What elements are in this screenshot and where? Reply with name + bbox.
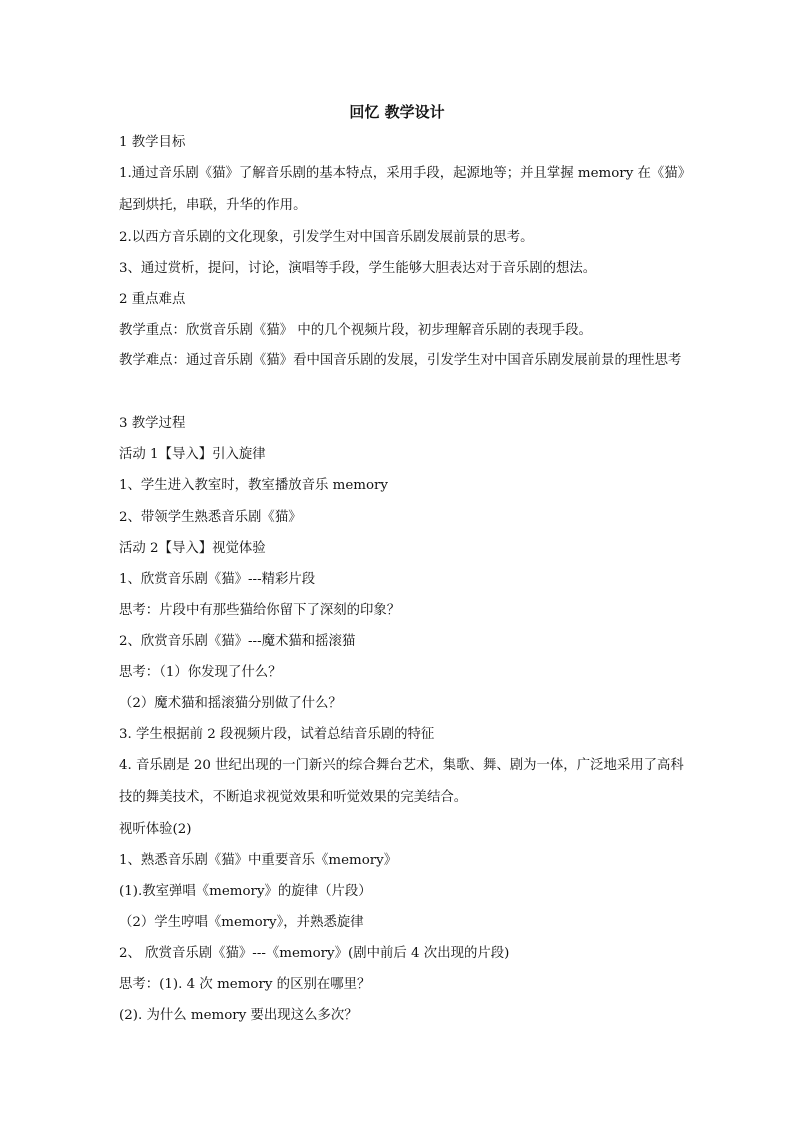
audiovisual-step-2: 2、 欣赏音乐剧《猫》---《memory》(剧中前后 4 次出现的片段)	[119, 946, 510, 961]
activity-2-step-2: 2、欣赏音乐剧《猫》---魔术猫和摇滚猫	[119, 634, 356, 649]
objective-1: 1.通过音乐剧《猫》了解音乐剧的基本特点，采用手段，起源地等；并且掌握 memory 在《猫》起到烘托，串联，升华的作用。	[119, 166, 685, 213]
audiovisual-step-1: 1、熟悉音乐剧《猫》中重要音乐《memory》	[119, 853, 398, 868]
activity-1-heading: 活动 1【导入】引入旋律	[119, 447, 266, 462]
document-title: 回忆 教学设计	[349, 103, 445, 121]
section-heading-key-points: 2 重点难点	[119, 292, 186, 307]
activity-2-step-1: 1、欣赏音乐剧《猫》---精彩片段	[119, 572, 316, 587]
activity-2-question-2b: （2）魔术猫和摇滚猫分别做了什么？	[119, 696, 342, 711]
teaching-difficulty: 教学难点：通过音乐剧《猫》看中国音乐剧的发展，引发学生对中国音乐剧发展前景的理性思考	[119, 353, 682, 368]
activity-2-question-2: 思考：（1）你发现了什么？	[119, 665, 282, 680]
section-heading-objectives: 1 教学目标	[119, 135, 186, 150]
objective-3: 3、通过赏析，提问，讨论，演唱等手段，学生能够大胆表达对于音乐剧的想法。	[119, 261, 597, 276]
audiovisual-question-1: 思考：(1). 4 次 memory 的区别在哪里？	[119, 977, 371, 992]
objective-2: 2.以西方音乐剧的文化现象，引发学生对中国音乐剧发展前景的思考。	[119, 230, 534, 245]
audiovisual-question-2: (2). 为什么 memory 要出现这么多次？	[119, 1008, 358, 1023]
activity-2-step-4: 4. 音乐剧是 20 世纪出现的一门新兴的综合舞台艺术，集歌、舞、剧为一体，广泛地采用了高科技的舞美技术，不断追求视觉效果和听觉效果的完美结合。	[119, 758, 684, 805]
activity-2-step-3: 3. 学生根据前 2 段视频片段，试着总结音乐剧的特征	[119, 727, 435, 742]
audiovisual-substep-1: (1).教室弹唱《memory》的旋律（片段）	[119, 884, 372, 899]
teaching-key-point: 教学重点：欣赏音乐剧《猫》 中的几个视频片段，初步理解音乐剧的表现手段。	[119, 323, 592, 338]
activity-1-step-1: 1、学生进入教室时，教室播放音乐 memory	[119, 478, 388, 493]
audiovisual-heading: 视听体验(2)	[119, 822, 192, 837]
activity-1-step-2: 2、带领学生熟悉音乐剧《猫》	[119, 510, 302, 525]
activity-2-heading: 活动 2【导入】视觉体验	[119, 541, 266, 556]
activity-2-question-1: 思考：片段中有那些猫给你留下了深刻的印象？	[119, 603, 401, 618]
audiovisual-substep-2: （2）学生哼唱《memory》，并熟悉旋律	[119, 915, 364, 930]
section-heading-process: 3 教学过程	[119, 416, 186, 431]
